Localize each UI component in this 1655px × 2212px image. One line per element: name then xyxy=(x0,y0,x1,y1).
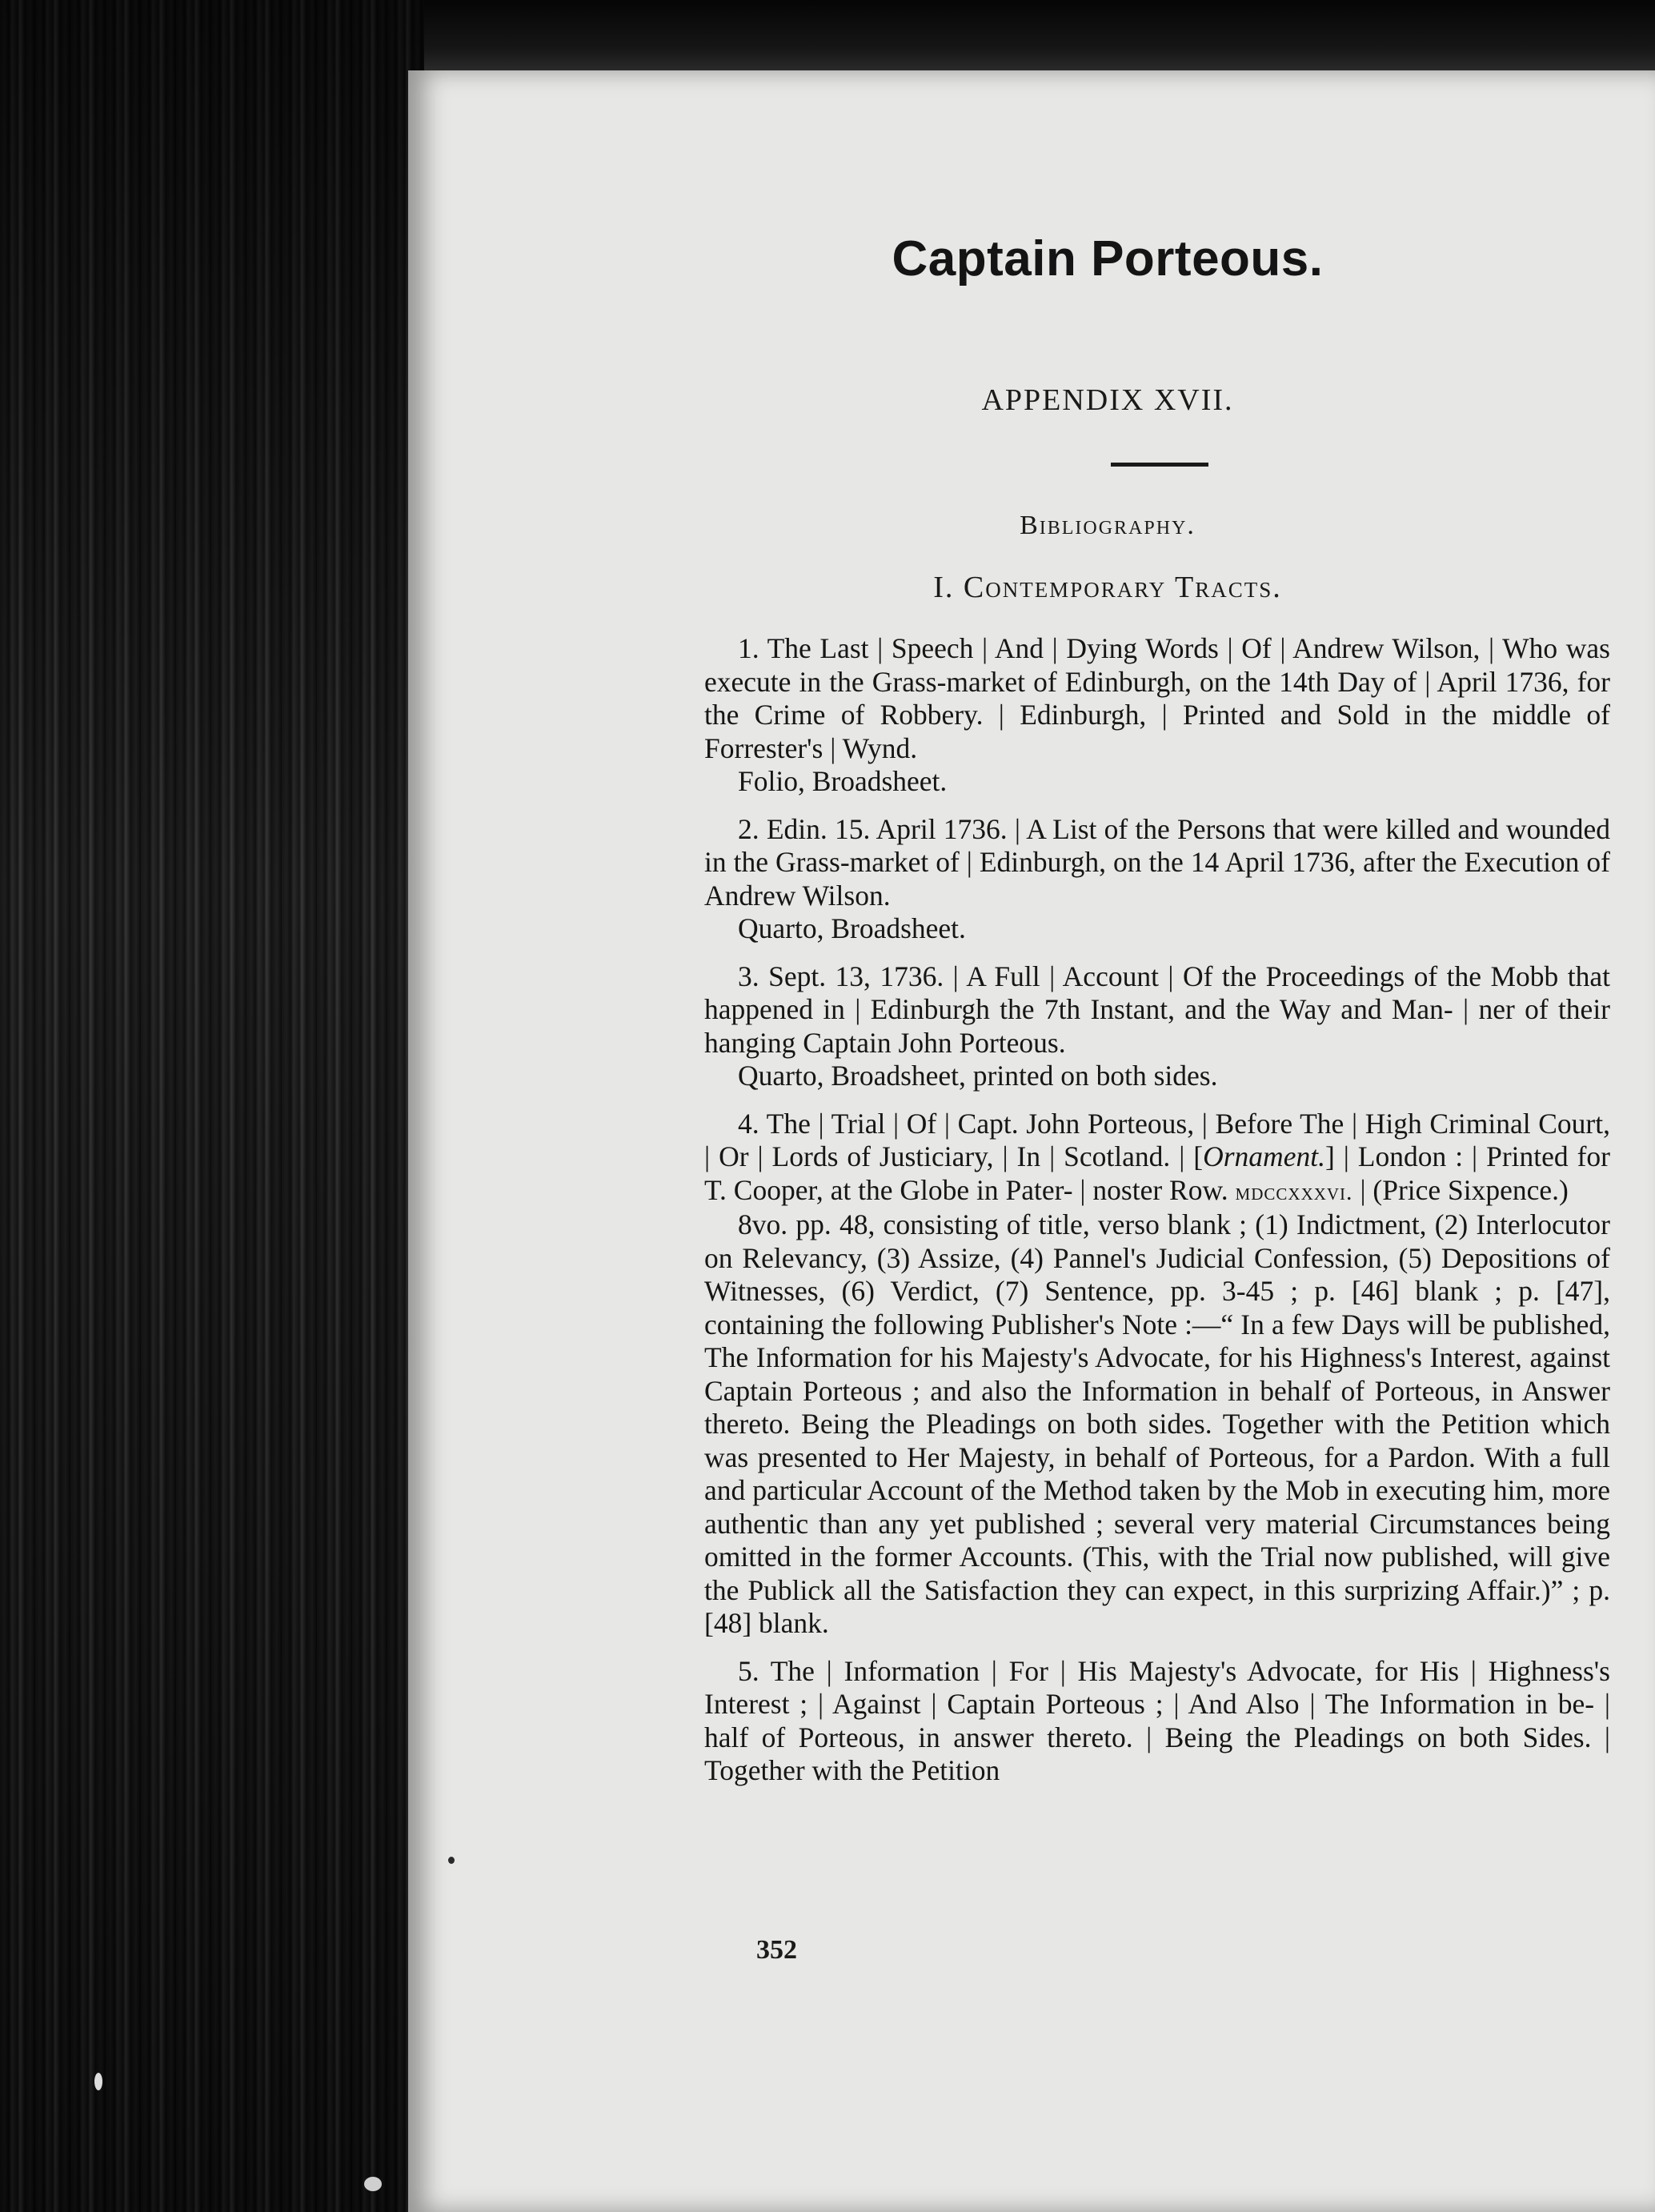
section-heading: Bibliography. xyxy=(1020,511,1196,540)
bibliography-entry-3 xyxy=(704,960,1610,1093)
page-number: 352 xyxy=(756,1935,797,1965)
running-title: Captain Porteous. xyxy=(892,231,1324,287)
appendix-heading: APPENDIX XVII. xyxy=(981,383,1234,417)
entry-format-note: Quarto, Broadsheet. xyxy=(738,912,966,944)
citation-text: ] | London : | Printed for T. Cooper, at the Globe in Pater- | noster Row. xyxy=(704,1140,1611,1206)
entry-format-note: Folio, Broadsheet. xyxy=(738,765,948,797)
scan-speck xyxy=(94,2073,102,2090)
citation-text: 4. The | Trial | Of | Capt. John Porteous, | Before The | High Criminal Court, | Or | Lords of Justiciary, | In | Scotland. | [ xyxy=(704,1107,1610,1172)
citation-date-smallcaps: mdccxxxvi. xyxy=(1235,1178,1353,1205)
bibliography-entry-4 xyxy=(704,1108,1610,1641)
entry-citation: 1. The Last | Speech | And | Dying Words | Of | Andrew Wilson, | Who was execute in the Grass-market of Edinburgh, on the 14th Day of | April 1736, for the Crime of Robbery. | Edinburgh, | Printed and Sold in the middle of Forrester's | Wynd. xyxy=(704,632,1610,764)
bibliography-entry-2 xyxy=(704,813,1610,946)
scan-speck xyxy=(448,1857,455,1864)
scan-speck xyxy=(364,2177,382,2191)
entry-description-note: 8vo. pp. 48, consisting of title, verso blank ; (1) Indictment, (2) Interlocutor on Relevancy, (3) Assize, (4) Pannel's Judicial Confession, (5) Depositions of Witnesses, (6) Verdict, (7) Sentence, pp. 3-45 ; p. [46] blank ; p. [47], containing the following Publisher's Note :—“ In a few Days will be published, The Information for his Majesty's Advocate, for his Highness's Interest, against Captain Porteous ; and also the Information in behalf of Porteous, in Answer thereto. Being the Pleadings on both sides. Together with the Petition which was presented to Her Majesty, in behalf of Porteous, for a Pardon. With a full and particular Account of the Method taken by the Mob in executing him, more authentic than any yet published ; several very material Circumstances being omitted in the former Accounts. (This, with the Trial now published, will give the Publick all the Satisfaction they can expect, in this surprizing Affair.)” ; p. [48] blank. xyxy=(704,1208,1610,1639)
bibliography-list xyxy=(704,632,1610,1802)
bibliography-entry-1 xyxy=(704,632,1610,799)
entry-citation: 5. The | Information | For | His Majesty's Advocate, for His | Highness's Interest ; | Against | Captain Porteous ; | And Also | The Information in be- | half of Porteous, in answer thereto. | Being the Pleadings on both Sides. | Together with the Petition xyxy=(704,1654,1610,1786)
book-spine-edge xyxy=(0,0,424,2212)
entry-citation: 2. Edin. 15. April 1736. | A List of the Persons that were killed and wounded in the Grass-market of | Edinburgh, on the 14 April 1736, after the Execution of Andrew Wilson. xyxy=(704,812,1610,912)
citation-text: | (Price Sixpence.) xyxy=(1352,1173,1569,1206)
subsection-heading: I. Contemporary Tracts. xyxy=(933,571,1282,604)
entry-citation xyxy=(704,1108,1610,1209)
citation-italic: Ornament. xyxy=(1203,1140,1325,1172)
bibliography-entry-5 xyxy=(704,1655,1610,1788)
entry-format-note: Quarto, Broadsheet, printed on both sides. xyxy=(738,1060,1218,1092)
heading-rule xyxy=(1111,463,1208,467)
entry-citation: 3. Sept. 13, 1736. | A Full | Account | Of the Proceedings of the Mobb that happened in | Edinburgh the 7th Instant, and the Way and Man- | ner of their hanging Captain John Porteous. xyxy=(704,960,1610,1059)
